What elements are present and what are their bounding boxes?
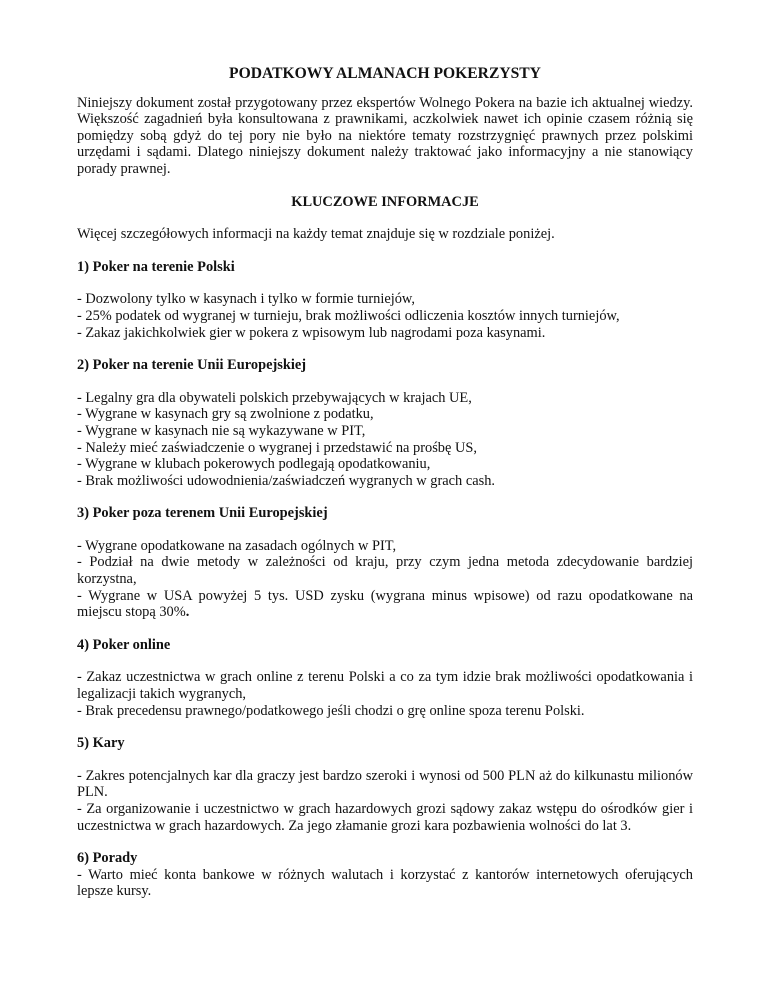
list-item: - Zakaz uczestnictwa w grach online z terenu Polski a co za tym idzie brak możliwości opodatkowania i legalizacji takich wygranych,	[77, 669, 693, 703]
key-info-heading: KLUCZOWE INFORMACJE	[291, 193, 479, 210]
section-list-6	[77, 867, 693, 900]
list-item	[77, 588, 693, 621]
list-item: - Wygrane w klubach pokerowych podlegają opodatkowaniu,	[77, 456, 431, 473]
section-list-2	[77, 390, 693, 490]
list-item: - 25% podatek od wygranej w turnieju, brak możliwości odliczenia kosztów innych turniejów,	[77, 307, 620, 324]
list-item: - Za organizowanie i uczestnictwo w grach hazardowych grozi sądowy zakaz wstępu do ośrodków gier i uczestnictwa w grach hazardowych. Za jego złamanie grozi kara pozbawienia wolności do lat 3.	[77, 801, 693, 834]
section-heading-5: 5) Kary	[77, 735, 125, 752]
intro-paragraph: Niniejszy dokument został przygotowany przez ekspertów Wolnego Pokera na bazie ich aktualnej wiedzy. Większość zagadnień była konsultowana z prawnikami, aczkolwiek nawet ich opinie czasem różnią się pomiędzy sobą gdyż do tej pory nie było na niektóre tematy rozstrzygnięć prawnych przez polskimi urzędami i sądami. Dlatego niniejszy dokument należy traktować jako informacyjny a nie stanowiący porady prawnej.	[77, 94, 693, 177]
list-item: - Wygrane w kasynach gry są zwolnione z podatku,	[77, 406, 374, 423]
list-item: - Warto mieć konta bankowe w różnych walutach i korzystać z kantorów internetowych oferujących lepsze kursy.	[77, 866, 693, 900]
list-item: - Dozwolony tylko w kasynach i tylko w formie turniejów,	[77, 291, 415, 308]
section-heading-4: 4) Poker online	[77, 636, 171, 653]
section-heading-1: 1) Poker na terenie Polski	[77, 258, 235, 275]
list-item: - Podział na dwie metody w zależności od kraju, przy czym jedna metoda zdecydowanie bardziej korzystna,	[77, 554, 693, 588]
trailing-period: .	[185, 604, 190, 621]
section-list-3	[77, 538, 693, 621]
list-item: - Brak precedensu prawnego/podatkowego jeśli chodzi o grę online spoza terenu Polski.	[77, 702, 585, 719]
list-item: - Brak możliwości udowodnienia/zaświadczeń wygranych w grach cash.	[77, 472, 495, 489]
section-list-4	[77, 669, 693, 719]
list-item: - Należy mieć zaświadczenie o wygranej i przedstawić na prośbę US,	[77, 439, 477, 456]
section-list-5	[77, 768, 693, 834]
list-item: - Legalny gra dla obywateli polskich przebywających w krajach UE,	[77, 389, 472, 406]
key-info-intro: Więcej szczegółowych informacji na każdy temat znajduje się w rozdziale poniżej.	[77, 226, 555, 243]
section-heading-2: 2) Poker na terenie Unii Europejskiej	[77, 357, 307, 374]
section-heading-3: 3) Poker poza terenem Unii Europejskiej	[77, 505, 328, 522]
document-page	[77, 66, 693, 900]
section-list-1	[77, 291, 693, 341]
document-title: PODATKOWY ALMANACH POKERZYSTY	[229, 65, 541, 82]
section-heading-6: 6) Porady	[77, 850, 138, 867]
list-item: - Zakres potencjalnych kar dla graczy jest bardzo szeroki i wynosi od 500 PLN aż do kilkunastu milionów PLN.	[77, 767, 693, 801]
list-item-text: - Wygrane w USA powyżej 5 tys. USD zysku (wygrana minus wpisowe) od razu opodatkowane na miejscu stopą 30%	[77, 587, 693, 621]
list-item: - Zakaz jakichkolwiek gier w pokera z wpisowym lub nagrodami poza kasynami.	[77, 324, 546, 341]
list-item: - Wygrane w kasynach nie są wykazywane w PIT,	[77, 422, 366, 439]
list-item: - Wygrane opodatkowane na zasadach ogólnych w PIT,	[77, 537, 397, 554]
